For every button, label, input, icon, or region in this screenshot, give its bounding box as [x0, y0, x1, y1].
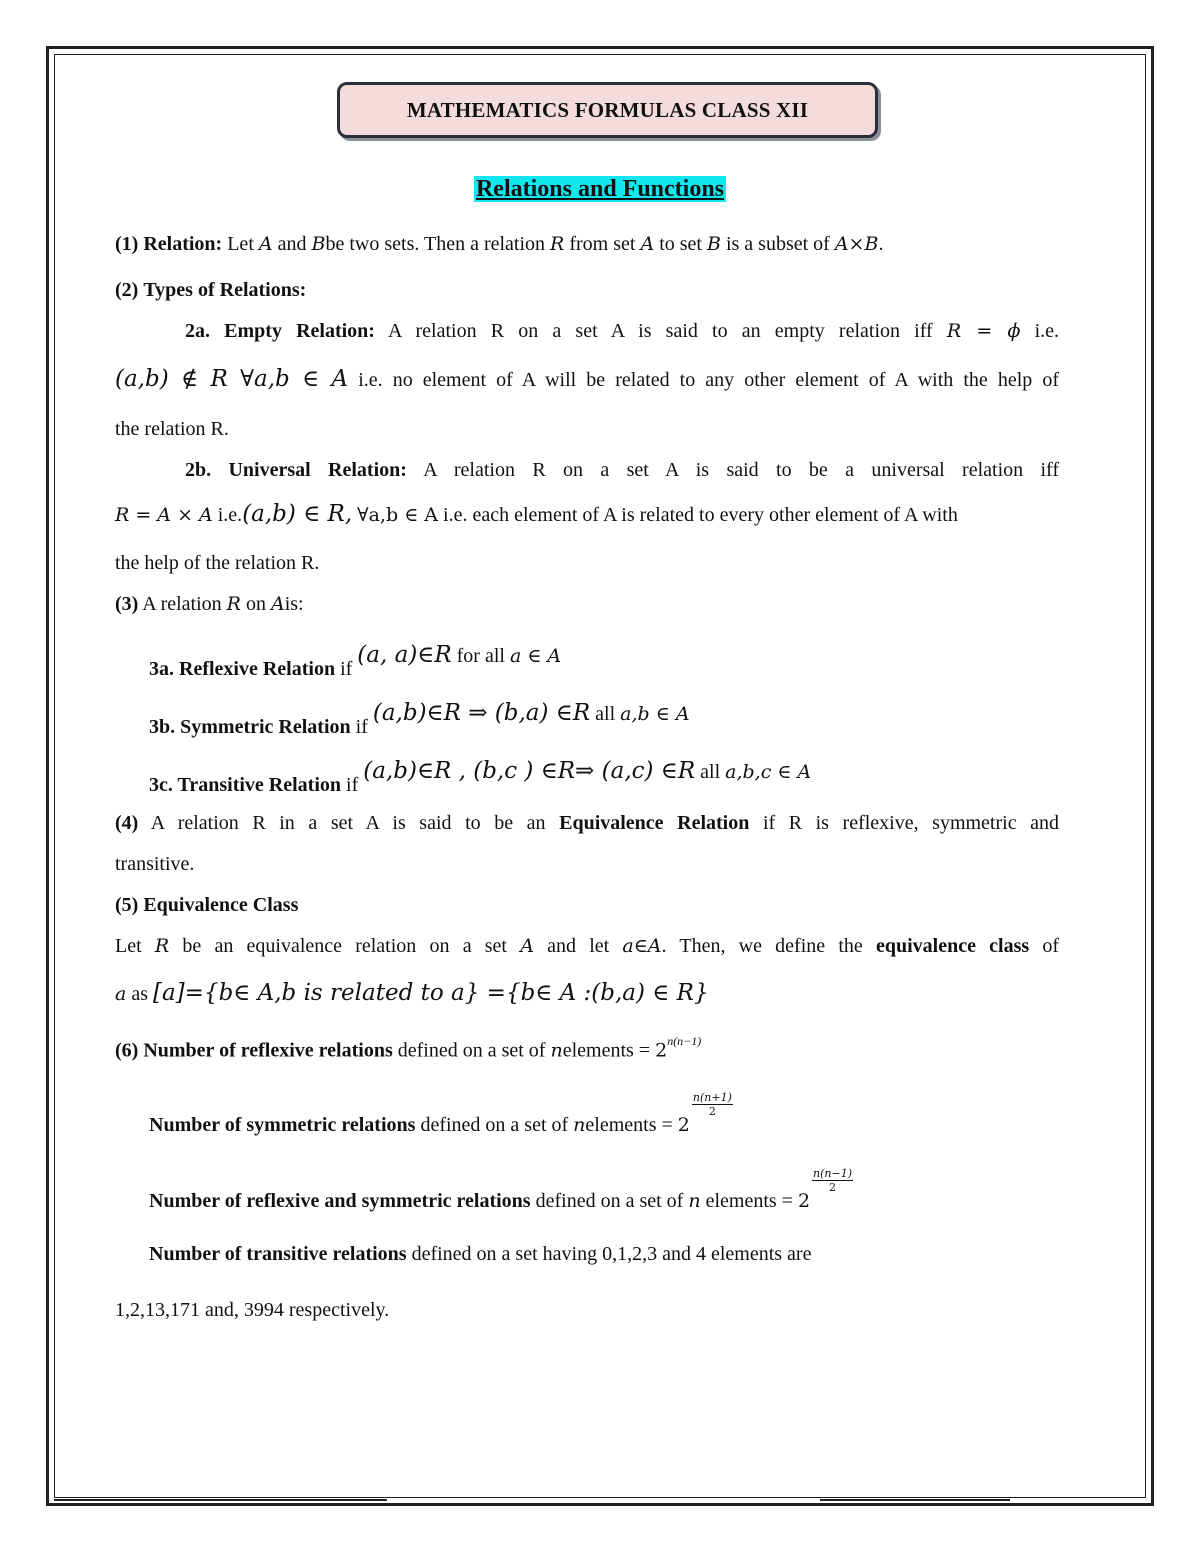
item-reflexive-relation — [149, 642, 562, 680]
math-base: 2 — [797, 1190, 811, 1212]
item-number: (1) — [115, 233, 139, 255]
text: Let — [227, 233, 254, 255]
item-number: (4) — [115, 812, 139, 834]
math-a: a — [115, 983, 127, 1005]
math-A: A — [640, 233, 655, 255]
item-symmetric-relation — [149, 700, 690, 738]
item-number-reflexive — [115, 1034, 702, 1062]
math-eq: a,b ∈ A — [620, 703, 690, 725]
text: all — [595, 703, 616, 725]
text: if — [355, 716, 368, 738]
text: A relation R on a set A is said to an empty relation iff — [388, 320, 933, 342]
item-number: (2) — [115, 279, 139, 301]
math-eq: a∈A — [622, 935, 662, 957]
item-number-reflexive-symmetric — [149, 1167, 853, 1218]
math-R: R — [226, 593, 241, 615]
math-A: A — [258, 233, 273, 255]
item-relation-on-A — [115, 594, 304, 614]
text: defined on a set of — [420, 1114, 569, 1136]
text: Let — [115, 935, 142, 957]
math-n: n — [688, 1190, 701, 1212]
item-number: (5) — [115, 894, 139, 916]
text: be two sets. Then a relation — [325, 233, 546, 255]
math-base: 2 — [655, 1039, 668, 1062]
text: A relation R on a set A is said to be a universal relation iff — [423, 459, 1059, 481]
text: and — [277, 233, 307, 255]
math-eq: (a,b)∈R , (b,c ) ∈R⇒ (a,c) ∈R — [363, 758, 696, 784]
math-AxB: A×B — [834, 233, 879, 255]
page-title: MATHEMATICS FORMULAS CLASS XII — [406, 97, 809, 122]
text: be an equivalence relation on a set — [182, 935, 507, 957]
term-number-reflexive-symmetric: Number of reflexive and symmetric relations — [149, 1190, 531, 1212]
fraction-numerator: n(n−1) — [813, 1167, 853, 1180]
text: elements = — [562, 1039, 651, 1062]
text: on — [245, 593, 266, 615]
term-number-symmetric: Number of symmetric relations — [149, 1114, 416, 1136]
term-relation: Relation: — [143, 233, 223, 255]
math-eq: R = A × A — [115, 504, 213, 526]
footer-rule-left — [54, 1499, 387, 1501]
sub-label: 2b. — [185, 459, 212, 481]
math-exponent-fraction — [812, 1167, 853, 1194]
item-universal-relation-line1 — [185, 460, 1059, 480]
text: the help of the relation R. — [115, 552, 320, 574]
fraction-denominator: 2 — [829, 1181, 837, 1194]
math-n: n — [573, 1114, 586, 1136]
math-exponent: n(n−1) — [667, 1034, 702, 1048]
term-universal-relation: Universal Relation: — [228, 459, 407, 481]
math-eq: a ∈ A — [509, 645, 562, 667]
text: A relation — [142, 593, 222, 615]
item-number-transitive — [149, 1244, 811, 1264]
text: all — [700, 761, 721, 783]
item-transitive-relation — [149, 758, 812, 796]
text: A relation R in a set A is said to be an — [150, 812, 546, 834]
item-number: (3) — [115, 593, 139, 615]
math-eq: (a,b)∈R ⇒ (b,a) ∈R — [372, 700, 591, 726]
math-eq: [a]={b∈ A,b is related to a} ={b∈ A :(b,a) ∈ R} — [153, 980, 709, 1006]
text: as — [131, 983, 148, 1005]
math-base: 2 — [677, 1114, 690, 1136]
term-number-reflexive: Number of reflexive relations — [143, 1039, 393, 1062]
footer-rule-right — [820, 1499, 1010, 1501]
term-number-transitive: Number of transitive relations — [149, 1243, 407, 1265]
item-number-symmetric — [149, 1091, 733, 1142]
item-relation — [115, 234, 883, 254]
title-box — [337, 82, 878, 138]
item-equivalence-class-line1 — [115, 936, 1059, 956]
term-equivalence-relation: Equivalence Relation — [559, 812, 750, 834]
item-number-transitive-values — [115, 1300, 389, 1320]
item-equivalence-relation-line1 — [115, 813, 1059, 833]
math-B: B — [311, 233, 326, 255]
term-symmetric: 3b. Symmetric Relation — [149, 716, 351, 738]
math-eq: a,b,c ∈ A — [725, 761, 812, 783]
math-eq: ∀a,b ∈ A — [357, 504, 439, 526]
text: defined on a set having 0,1,2,3 and 4 elements are — [411, 1243, 812, 1265]
math-n: n — [550, 1039, 563, 1062]
item-empty-relation-line3 — [115, 419, 229, 439]
section-heading — [0, 176, 1200, 203]
item-empty-relation-line1 — [185, 321, 1059, 341]
text: 1,2,13,171 and, 3994 respectively. — [115, 1299, 390, 1321]
math-A: A — [270, 593, 285, 615]
item-empty-relation-line2 — [115, 368, 1059, 391]
text: transitive. — [115, 853, 195, 875]
text: defined on a set of — [535, 1190, 684, 1212]
math-R: R — [550, 233, 565, 255]
term-equivalence-class-inline: equivalence class — [875, 935, 1030, 957]
text: for all — [456, 645, 505, 667]
text: is: — [284, 593, 304, 615]
math-eq: (a,b) ∈ R, — [242, 501, 353, 527]
math-eq: (a, a)∈R — [357, 642, 452, 668]
math-R: R — [154, 935, 170, 957]
item-universal-relation-line3 — [115, 553, 319, 573]
item-number: (6) — [115, 1039, 139, 1062]
text: i.e. no element of A will be related to any other element of A with the help of — [358, 369, 1059, 391]
section-heading-text: Relations and Functions — [475, 176, 725, 202]
text: is a subset of — [725, 233, 830, 255]
text: if — [346, 774, 359, 796]
term-equivalence-class: Equivalence Class — [143, 894, 299, 916]
term-reflexive: 3a. Reflexive Relation — [149, 658, 336, 680]
text: if R is reflexive, symmetric and — [762, 812, 1060, 834]
math-exponent-fraction — [692, 1091, 733, 1118]
text: . Then, we define the — [661, 935, 863, 957]
sub-label: 2a. — [185, 320, 210, 342]
text: defined on a set of — [397, 1039, 546, 1062]
text: i.e. — [1034, 320, 1059, 342]
fraction-denominator: 2 — [708, 1105, 716, 1118]
text: and let — [547, 935, 610, 957]
text: the relation R. — [115, 418, 229, 440]
math-eq: (a,b) ∉ R ∀a,b ∈ A — [115, 366, 349, 392]
term-types: Types of Relations: — [143, 279, 307, 301]
text: elements = — [585, 1114, 673, 1136]
text: from set — [569, 233, 636, 255]
item-equivalence-class-line2 — [115, 982, 709, 1005]
math-B: B — [706, 233, 721, 255]
math-A: A — [520, 935, 534, 957]
term-empty-relation: Empty Relation: — [224, 320, 375, 342]
item-types-of-relations — [115, 280, 306, 300]
text: elements = — [705, 1190, 793, 1212]
text: to set — [659, 233, 702, 255]
fraction-numerator: n(n+1) — [692, 1091, 732, 1104]
item-equivalence-class — [115, 895, 298, 915]
text: i.e. each element of A is related to every other element of A with — [443, 504, 958, 526]
item-universal-relation-line2 — [115, 503, 958, 526]
text: i.e. — [217, 504, 243, 526]
term-transitive: 3c. Transitive Relation — [149, 774, 342, 796]
text: of — [1042, 935, 1060, 957]
text: if — [340, 658, 353, 680]
text: . — [878, 233, 884, 255]
math-eq: R = ϕ — [946, 320, 1021, 342]
item-equivalence-relation-line2 — [115, 854, 194, 874]
